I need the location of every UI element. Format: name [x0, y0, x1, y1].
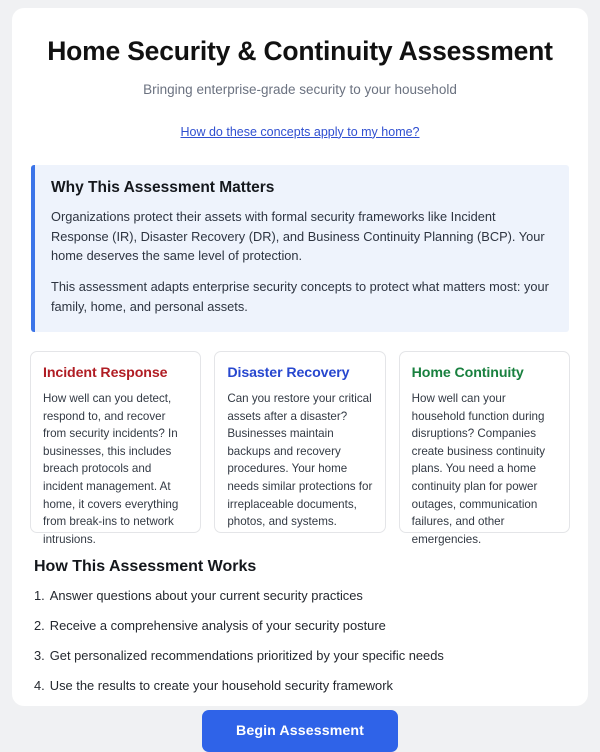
why-assessment-matters-callout: [31, 165, 569, 332]
step-number: 3.: [34, 647, 45, 663]
concept-body: Can you restore your critical assets after a disaster? Businesses maintain backups and recovery procedures. Your home needs similar protections for irreplaceable documents, photos, and systems.: [227, 391, 373, 529]
page-title: Home Security & Continuity Assessment: [47, 36, 553, 66]
step-number: 1.: [34, 587, 45, 603]
concept-body: How well can you detect, respond to, and recover from security incidents? In businesses, this includes breach protocols and incident management. At home, it covers everything from break-ins to network intrusions.: [43, 391, 179, 546]
callout-title: Why This Assessment Matters: [51, 178, 275, 196]
begin-assessment-button[interactable]: Begin Assessment: [202, 710, 398, 752]
step-text: Get personalized recommendations prioritized by your specific needs: [49, 647, 444, 663]
concept-title: Disaster Recovery: [227, 364, 350, 381]
callout-paragraph-1: Organizations protect their assets with formal security frameworks like Incident Response (IR), Disaster Recovery (DR), and Business Continuity Planning (BCP). Your home deserves the same level of protection.: [51, 208, 545, 264]
step-number: 4.: [34, 677, 45, 693]
concept-body: How well can your household function during disruptions? Companies create business continuity plans. You need a home continuity plan for power outages, communication failures, and other emergencies.: [411, 391, 546, 546]
step-text: Receive a comprehensive analysis of your security posture: [49, 617, 386, 633]
assessment-intro-card: [12, 8, 588, 739]
step-text: Use the results to create your household security framework: [49, 677, 393, 693]
concept-card-disaster-recovery: [214, 351, 385, 533]
concepts-explainer-link[interactable]: How do these concepts apply to my home?: [180, 124, 420, 139]
concept-card-incident-response: [30, 351, 201, 546]
list-item: [34, 588, 570, 603]
callout-paragraph-2: This assessment adapts enterprise security concepts to protect what matters most: your family, home, and personal assets.: [51, 279, 549, 315]
steps-list: [34, 588, 570, 693]
step-number: 2.: [34, 617, 45, 633]
list-item: [34, 618, 570, 633]
concept-card-home-continuity: [399, 351, 570, 546]
concept-card-row: [30, 351, 570, 546]
list-item: [34, 678, 570, 693]
step-text: Answer questions about your current security practices: [49, 587, 363, 603]
steps-section-title: How This Assessment Works: [34, 557, 257, 575]
page-subtitle: Bringing enterprise-grade security to your household: [143, 81, 457, 97]
cta-row: [30, 710, 570, 752]
list-item: [34, 648, 570, 663]
concept-title: Incident Response: [43, 364, 168, 381]
concept-title: Home Continuity: [411, 364, 524, 381]
concept-link-row: [30, 123, 570, 141]
